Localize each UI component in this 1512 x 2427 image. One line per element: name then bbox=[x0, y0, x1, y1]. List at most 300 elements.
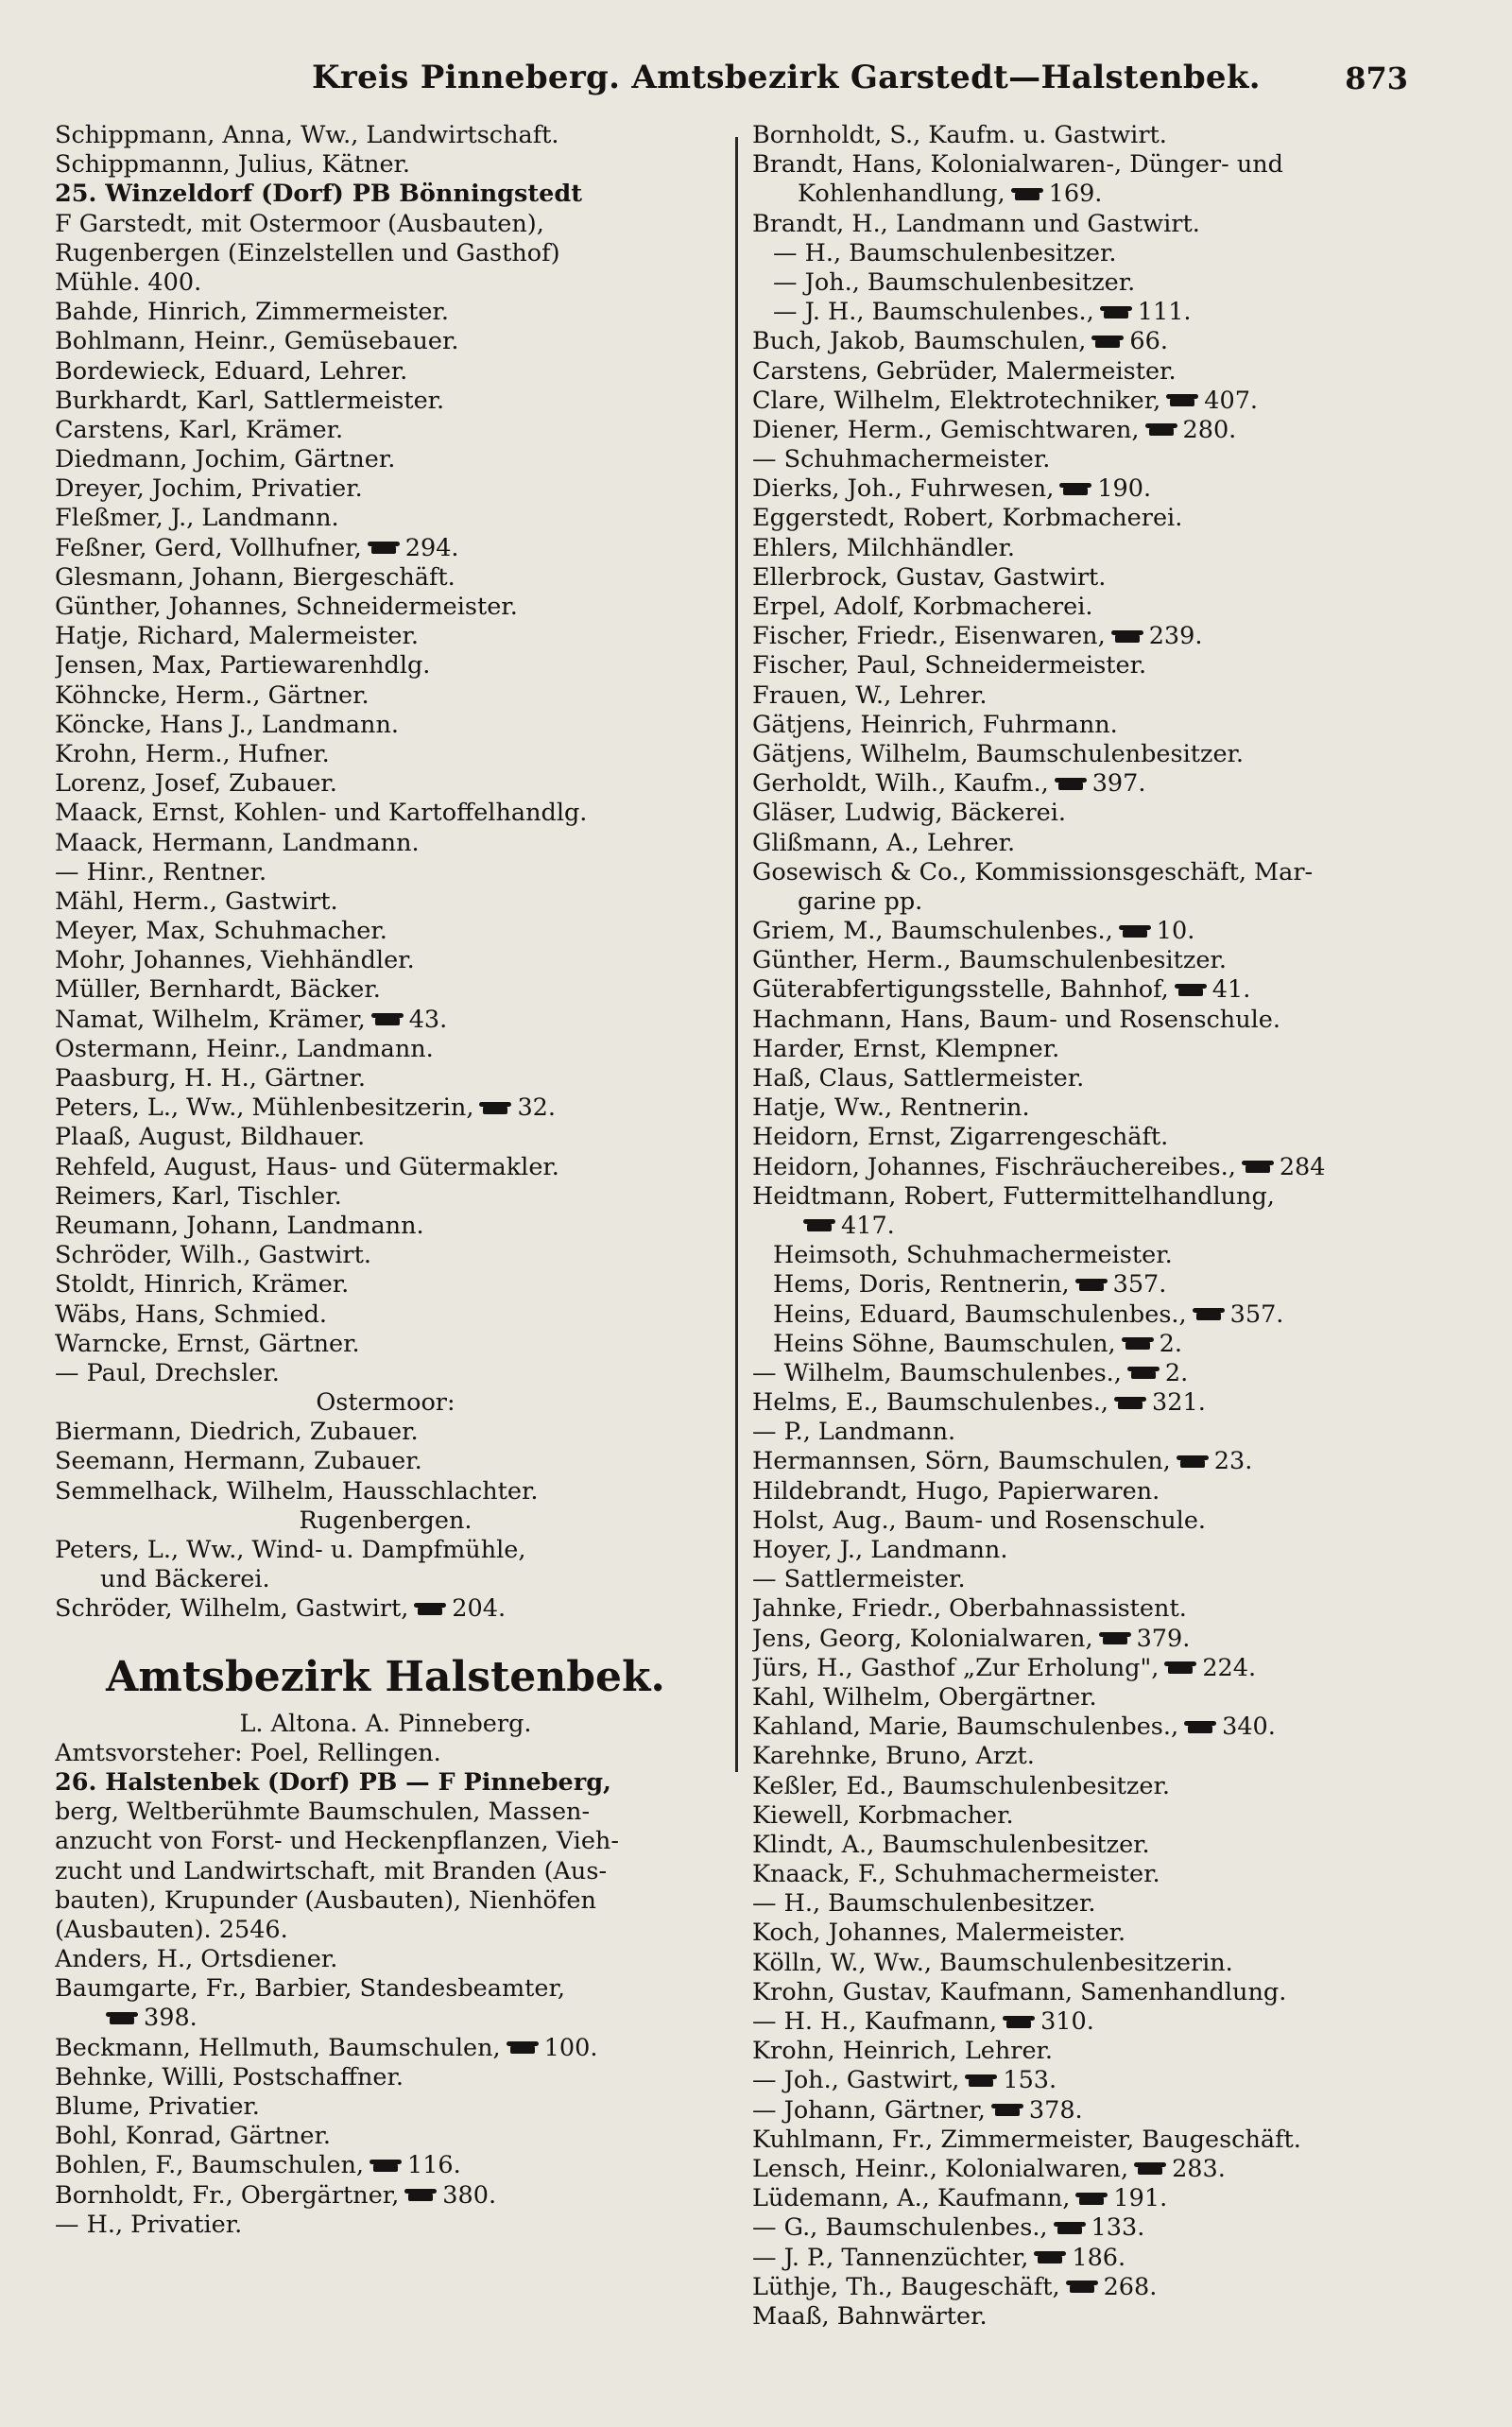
entry-text: — Joh., Gastwirt, bbox=[752, 2066, 960, 2095]
entry-text: Mähl, Herm., Gastwirt. bbox=[55, 886, 338, 916]
phone-number: 133. bbox=[1091, 2213, 1145, 2243]
phone-number: 111. bbox=[1137, 298, 1192, 327]
entry-text: Gosewisch & Co., Kommissionsgeschäft, Mar- bbox=[752, 857, 1314, 886]
directory-entry bbox=[55, 2092, 716, 2122]
directory-entry bbox=[55, 327, 716, 356]
directory-entry bbox=[55, 829, 716, 858]
directory-entry bbox=[752, 1093, 1414, 1123]
entry-text: Holst, Aug., Baum- und Rosenschule. bbox=[752, 1506, 1207, 1535]
telephone-icon bbox=[1055, 778, 1087, 792]
entry-text: Karehnke, Bruno, Arzt. bbox=[752, 1742, 1035, 1771]
entry-text: Keßler, Ed., Baumschulenbesitzer. bbox=[752, 1771, 1170, 1800]
directory-entry bbox=[752, 121, 1414, 150]
telephone-icon bbox=[1242, 1161, 1274, 1175]
entry-text: Mohr, Johannes, Viehhändler. bbox=[55, 946, 415, 975]
directory-entry bbox=[752, 1949, 1414, 1978]
directory-entry bbox=[55, 268, 716, 298]
entry-text: Diedmann, Jochim, Gärtner. bbox=[55, 445, 396, 474]
entry-text: Mühle. 400. bbox=[55, 267, 202, 297]
entry-text: Dierks, Joh., Fuhrwesen, bbox=[752, 474, 1055, 504]
entry-text: — Hinr., Rentner. bbox=[55, 857, 267, 886]
telephone-icon bbox=[1164, 1661, 1196, 1676]
entry-text: Bornholdt, Fr., Obergärtner, bbox=[55, 2180, 400, 2210]
entry-text: Bohlen, F., Baumschulen, bbox=[55, 2151, 364, 2180]
entry-text: Fischer, Friedr., Eisenwaren, bbox=[752, 622, 1106, 651]
directory-entry bbox=[752, 2244, 1414, 2273]
directory-entry bbox=[55, 1182, 716, 1212]
entry-text: Rugenbergen. bbox=[299, 1506, 472, 1535]
entry-text: (Ausbauten). 2546. bbox=[55, 1915, 288, 1944]
telephone-icon bbox=[1145, 423, 1177, 438]
directory-entry bbox=[55, 2063, 716, 2092]
directory-entry bbox=[55, 2151, 716, 2180]
phone-number: 379. bbox=[1136, 1624, 1191, 1653]
entry-text: Kölln, W., Ww., Baumschulenbesitzerin. bbox=[752, 1948, 1233, 1977]
phone-number: 239. bbox=[1148, 622, 1203, 651]
entry-text: Frauen, W., Lehrer. bbox=[752, 680, 988, 710]
entry-text: Jürs, H., Gasthof „Zur Erholung", bbox=[752, 1653, 1160, 1682]
section-heading: Amtsbezirk Halstenbek. bbox=[106, 1652, 665, 1701]
directory-entry bbox=[55, 1477, 716, 1506]
directory-entry bbox=[752, 474, 1414, 504]
entry-text: Rehfeld, August, Haus- und Gütermakler. bbox=[55, 1152, 559, 1181]
directory-entry bbox=[55, 1241, 716, 1270]
directory-entry bbox=[752, 210, 1414, 239]
entry-text: Fleßmer, J., Landmann. bbox=[55, 504, 339, 533]
directory-entry bbox=[752, 1388, 1414, 1418]
directory-entry bbox=[752, 711, 1414, 740]
directory-entry bbox=[752, 829, 1414, 858]
telephone-icon bbox=[1034, 2251, 1066, 2265]
entry-text: Gätjens, Heinrich, Fuhrmann. bbox=[752, 710, 1118, 739]
directory-entry bbox=[55, 740, 716, 769]
directory-entry bbox=[752, 2096, 1414, 2126]
directory-entry bbox=[55, 1447, 716, 1476]
directory-entry bbox=[752, 563, 1414, 593]
phone-number: 169. bbox=[1048, 180, 1103, 209]
directory-entry bbox=[55, 150, 716, 180]
entry-text: Blume, Privatier. bbox=[55, 2092, 260, 2121]
phone-number: 340. bbox=[1222, 1713, 1276, 1742]
entry-text: Brandt, Hans, Kolonialwaren-, Dünger- und bbox=[752, 150, 1284, 180]
phone-number: 280. bbox=[1182, 415, 1237, 444]
entry-text: Meyer, Max, Schuhmacher. bbox=[55, 917, 387, 946]
entry-text: und Bäckerei. bbox=[100, 1565, 270, 1594]
directory-entry bbox=[55, 1418, 716, 1447]
directory-entry bbox=[752, 1713, 1414, 1742]
entry-text: — J. P., Tannenzüchter, bbox=[752, 2243, 1029, 2272]
telephone-icon bbox=[1091, 336, 1124, 350]
entry-text: Glesmann, Johann, Biergeschäft. bbox=[55, 562, 455, 592]
entry-text: Diener, Herm., Gemischtwaren, bbox=[752, 415, 1140, 444]
directory-entry bbox=[55, 799, 716, 828]
directory-entry bbox=[55, 711, 716, 740]
directory-entry bbox=[752, 504, 1414, 533]
directory-entry bbox=[752, 1330, 1414, 1359]
directory-entry bbox=[752, 2126, 1414, 2155]
directory-entry bbox=[752, 445, 1414, 474]
entry-text: Heins Söhne, Baumschulen, bbox=[773, 1329, 1116, 1358]
phone-number: 186. bbox=[1072, 2243, 1126, 2272]
directory-entry bbox=[55, 387, 716, 416]
telephone-icon bbox=[1127, 1367, 1160, 1381]
directory-entry bbox=[55, 1916, 716, 1945]
entry-text: Kiewell, Korbmacher. bbox=[752, 1800, 1014, 1830]
entry-text: — H., Baumschulenbesitzer. bbox=[752, 1889, 1096, 1919]
entry-text: Bohl, Konrad, Gärtner. bbox=[55, 2122, 331, 2151]
phone-number: 268. bbox=[1103, 2272, 1158, 2301]
directory-entry bbox=[752, 2213, 1414, 2243]
directory-entry bbox=[752, 268, 1414, 298]
entry-text: Koch, Johannes, Malermeister. bbox=[752, 1919, 1126, 1948]
column-rule bbox=[735, 137, 738, 1772]
entry-text: — Schuhmachermeister. bbox=[752, 445, 1051, 474]
entry-text: — P., Landmann. bbox=[752, 1418, 956, 1447]
entry-text: Bohlmann, Heinr., Gemüsebauer. bbox=[55, 327, 459, 356]
directory-entry bbox=[752, 1772, 1414, 1801]
entry-text: — H. H., Kaufmann, bbox=[752, 2007, 998, 2036]
directory-entry bbox=[55, 1388, 716, 1418]
directory-entry bbox=[752, 150, 1414, 180]
entry-text: Eggerstedt, Robert, Korbmacherei. bbox=[752, 504, 1183, 533]
directory-entry bbox=[55, 1300, 716, 1330]
telephone-icon bbox=[479, 1102, 511, 1116]
directory-entry bbox=[55, 2004, 716, 2033]
directory-entry bbox=[55, 681, 716, 711]
directory-entry bbox=[752, 975, 1414, 1005]
telephone-icon bbox=[1075, 2193, 1108, 2207]
phone-number: 190. bbox=[1097, 474, 1152, 504]
directory-entry bbox=[55, 2034, 716, 2063]
entry-text: Reimers, Karl, Tischler. bbox=[55, 1181, 342, 1211]
entry-text: Peters, L., Ww., Wind- u. Dampfmühle, bbox=[55, 1536, 526, 1564]
directory-entry bbox=[55, 1798, 716, 1827]
entry-text: Rugenbergen (Einzelstellen und Gasthof) bbox=[55, 238, 560, 267]
directory-entry bbox=[55, 2122, 716, 2151]
entry-text: Biermann, Diedrich, Zubauer. bbox=[55, 1418, 419, 1447]
entry-text: Maack, Ernst, Kohlen- und Kartoffelhandlg. bbox=[55, 799, 588, 828]
entry-text: Kahl, Wilhelm, Obergärtner. bbox=[752, 1682, 1097, 1712]
directory-entry bbox=[55, 563, 716, 593]
phone-number: 2. bbox=[1159, 1329, 1182, 1358]
directory-entry bbox=[55, 887, 716, 917]
telephone-icon bbox=[1099, 1632, 1131, 1646]
entry-text: Schröder, Wilh., Gastwirt. bbox=[55, 1241, 371, 1270]
entry-text: Anders, H., Ortsdiener. bbox=[55, 1945, 338, 1974]
entry-text: Jahnke, Friedr., Oberbahnassistent. bbox=[752, 1594, 1187, 1624]
phone-number: 321. bbox=[1152, 1388, 1206, 1418]
page-number: 873 bbox=[1345, 60, 1408, 96]
phone-number: 23. bbox=[1213, 1447, 1253, 1476]
entry-text: Wäbs, Hans, Schmied. bbox=[55, 1300, 328, 1329]
directory-entry bbox=[55, 917, 716, 946]
directory-entry bbox=[55, 416, 716, 445]
entry-text: Stoldt, Hinrich, Krämer. bbox=[55, 1270, 350, 1300]
entry-text: Clare, Wilhelm, Elektrotechniker, bbox=[752, 386, 1161, 415]
phone-number: 224. bbox=[1202, 1653, 1257, 1682]
entry-text: Kuhlmann, Fr., Zimmermeister, Baugeschäft. bbox=[752, 2125, 1301, 2154]
phone-number: 41. bbox=[1211, 975, 1251, 1005]
directory-entry bbox=[752, 1831, 1414, 1860]
entry-text: Plaaß, August, Bildhauer. bbox=[55, 1123, 366, 1152]
entry-text: — H., Privatier. bbox=[55, 2210, 243, 2239]
entry-text: Günther, Herm., Baumschulenbesitzer. bbox=[752, 946, 1227, 975]
entry-text: — Wilhelm, Baumschulenbes., bbox=[752, 1358, 1122, 1387]
entry-text: Glißmann, A., Lehrer. bbox=[752, 828, 1016, 857]
entry-text: Kohlenhandlung, bbox=[798, 180, 1005, 209]
telephone-icon bbox=[369, 2160, 402, 2174]
directory-entry bbox=[752, 681, 1414, 711]
directory-entry bbox=[55, 239, 716, 268]
telephone-icon bbox=[1066, 2281, 1098, 2295]
directory-entry bbox=[55, 593, 716, 622]
entry-text: Müller, Bernhardt, Bäcker. bbox=[55, 975, 381, 1005]
directory-entry bbox=[752, 799, 1414, 828]
directory-entry bbox=[752, 2302, 1414, 2332]
entry-text: Kahland, Marie, Baumschulenbes., bbox=[752, 1713, 1179, 1742]
directory-entry bbox=[752, 1241, 1414, 1270]
entry-text: Klindt, A., Baumschulenbesitzer. bbox=[752, 1830, 1150, 1859]
telephone-icon bbox=[371, 1013, 404, 1027]
entry-text: Hildebrandt, Hugo, Papierwaren. bbox=[752, 1476, 1160, 1506]
entry-text: Lorenz, Josef, Zubauer. bbox=[55, 769, 337, 799]
telephone-icon bbox=[1175, 984, 1207, 998]
directory-entry bbox=[752, 1477, 1414, 1506]
entry-text: Lensch, Heinr., Kolonialwaren, bbox=[752, 2154, 1129, 2183]
entry-text: Gätjens, Wilhelm, Baumschulenbesitzer. bbox=[752, 739, 1245, 768]
directory-entry bbox=[55, 1710, 716, 1739]
directory-entry bbox=[752, 1801, 1414, 1831]
entry-text: Paasburg, H. H., Gärtner. bbox=[55, 1064, 366, 1093]
entry-text: Peters, L., Ww., Mühlenbesitzerin, bbox=[55, 1093, 474, 1123]
entry-text: Buch, Jakob, Baumschulen, bbox=[752, 327, 1087, 356]
entry-text: Hoyer, J., Landmann. bbox=[752, 1536, 1008, 1564]
entry-text: Günther, Johannes, Schneidermeister. bbox=[55, 593, 518, 621]
entry-text: L. Altona. A. Pinneberg. bbox=[239, 1709, 532, 1738]
directory-entry bbox=[752, 357, 1414, 387]
directory-entry bbox=[55, 1565, 716, 1594]
directory-entry bbox=[752, 1889, 1414, 1919]
directory-entry bbox=[752, 1919, 1414, 1948]
directory-entry bbox=[752, 2037, 1414, 2066]
entry-text: 26. Halstenbek (Dorf) PB — F Pinneberg, bbox=[55, 1767, 611, 1797]
telephone-icon bbox=[414, 1603, 446, 1617]
directory-entry bbox=[55, 1035, 716, 1064]
phone-number: 417. bbox=[841, 1211, 895, 1240]
directory-entry bbox=[55, 1270, 716, 1300]
directory-entry bbox=[752, 387, 1414, 416]
directory-entry bbox=[752, 2273, 1414, 2302]
directory-entry bbox=[752, 534, 1414, 563]
directory-entry bbox=[752, 740, 1414, 769]
entry-text: Heins, Eduard, Baumschulenbes., bbox=[773, 1300, 1187, 1329]
directory-entry bbox=[752, 858, 1414, 887]
directory-entry bbox=[55, 357, 716, 387]
entry-text: Hems, Doris, Rentnerin, bbox=[773, 1270, 1070, 1300]
phone-number: 100. bbox=[543, 2033, 598, 2062]
telephone-icon bbox=[1184, 1721, 1216, 1735]
entry-text: Krohn, Herm., Hufner. bbox=[55, 739, 330, 768]
telephone-icon bbox=[1166, 394, 1198, 408]
entry-text: Jensen, Max, Partiewarenhdlg. bbox=[55, 651, 431, 680]
entry-text: Semmelhack, Wilhelm, Hausschlachter. bbox=[55, 1476, 539, 1506]
entry-text: Schröder, Wilhelm, Gastwirt, bbox=[55, 1594, 409, 1624]
telephone-icon bbox=[1054, 2222, 1086, 2236]
phone-number: 116. bbox=[406, 2151, 461, 2180]
directory-entry bbox=[752, 1300, 1414, 1330]
telephone-icon bbox=[106, 2012, 138, 2026]
directory-entry bbox=[752, 887, 1414, 917]
entry-text: Harder, Ernst, Klempner. bbox=[752, 1034, 1060, 1063]
entry-text: Heidorn, Johannes, Fischräuchereibes., bbox=[752, 1152, 1236, 1181]
entry-text: — Johann, Gärtner, bbox=[752, 2095, 986, 2125]
phone-number: 2. bbox=[1164, 1358, 1189, 1387]
directory-entry bbox=[55, 1886, 716, 1916]
telephone-icon bbox=[507, 2041, 539, 2056]
entry-text: Erpel, Adolf, Korbmacherei. bbox=[752, 593, 1093, 621]
entry-text: Maack, Hermann, Landmann. bbox=[55, 828, 420, 857]
entry-text: Ehlers, Milchhändler. bbox=[752, 533, 1016, 562]
entry-text: berg, Weltberühmte Baumschulen, Massen- bbox=[55, 1798, 591, 1827]
entry-text: Lüthje, Th., Baugeschäft, bbox=[752, 2272, 1060, 2301]
directory-entry bbox=[752, 1270, 1414, 1300]
entry-text: Feßner, Gerd, Vollhufner, bbox=[55, 533, 362, 562]
directory-entry bbox=[752, 1742, 1414, 1771]
entry-text: — G., Baumschulenbes., bbox=[752, 2213, 1048, 2243]
phone-number: 10. bbox=[1156, 917, 1195, 946]
telephone-icon bbox=[803, 1219, 835, 1233]
directory-entry bbox=[752, 1035, 1414, 1064]
directory-entry bbox=[752, 1536, 1414, 1565]
entry-text: Heimsoth, Schuhmachermeister. bbox=[773, 1241, 1173, 1270]
directory-entry bbox=[752, 769, 1414, 799]
directory-entry bbox=[752, 1625, 1414, 1654]
phone-number: 43. bbox=[408, 1005, 448, 1034]
directory-entry bbox=[752, 298, 1414, 327]
directory-entry bbox=[55, 1212, 716, 1241]
directory-entry bbox=[55, 769, 716, 799]
page-title: Kreis Pinneberg. Amtsbezirk Garstedt—Halstenbek. bbox=[312, 59, 1261, 96]
directory-entry bbox=[55, 504, 716, 533]
telephone-icon bbox=[1134, 2162, 1166, 2177]
phone-number: 378. bbox=[1028, 2095, 1083, 2125]
directory-entry bbox=[752, 1860, 1414, 1889]
directory-entry bbox=[752, 327, 1414, 356]
telephone-icon bbox=[1011, 188, 1043, 202]
directory-entry bbox=[752, 239, 1414, 268]
directory-entry bbox=[55, 946, 716, 975]
entry-text: bauten), Krupunder (Ausbauten), Nienhöfen bbox=[55, 1885, 596, 1915]
directory-entry bbox=[55, 1064, 716, 1093]
entry-text: Knaack, F., Schuhmachermeister. bbox=[752, 1860, 1160, 1889]
directory-entry bbox=[55, 1594, 716, 1624]
entry-text: Fischer, Paul, Schneidermeister. bbox=[752, 651, 1147, 680]
directory-entry bbox=[752, 1447, 1414, 1476]
phone-number: 380. bbox=[442, 2180, 497, 2210]
phone-number: 397. bbox=[1091, 769, 1146, 799]
entry-text: — Joh., Baumschulenbesitzer. bbox=[773, 267, 1136, 297]
entry-text: Gerholdt, Wilh., Kaufm., bbox=[752, 769, 1049, 799]
entry-text: Ellerbrock, Gustav, Gastwirt. bbox=[752, 562, 1107, 592]
directory-entry bbox=[55, 1857, 716, 1886]
entry-text: — J. H., Baumschulenbes., bbox=[773, 298, 1094, 327]
telephone-icon bbox=[965, 2074, 997, 2089]
entry-text: — Paul, Drechsler. bbox=[55, 1358, 280, 1387]
directory-entry bbox=[752, 651, 1414, 680]
phone-number: 204. bbox=[452, 1594, 507, 1624]
directory-entry bbox=[55, 858, 716, 887]
entry-text: Bornholdt, S., Kaufm. u. Gastwirt. bbox=[752, 121, 1167, 149]
directory-entry bbox=[55, 298, 716, 327]
directory-entry bbox=[752, 1594, 1414, 1624]
directory-entry bbox=[752, 1654, 1414, 1683]
telephone-icon bbox=[1059, 483, 1091, 497]
telephone-icon bbox=[1122, 1337, 1154, 1351]
entry-text: Maaß, Bahnwärter. bbox=[752, 2301, 988, 2331]
directory-entry bbox=[752, 1565, 1414, 1594]
directory-entry bbox=[55, 210, 716, 239]
phone-number: 191. bbox=[1113, 2184, 1168, 2213]
entry-text: Krohn, Gustav, Kaufmann, Samenhandlung. bbox=[752, 1977, 1287, 2006]
entry-text: — H., Baumschulenbesitzer. bbox=[773, 238, 1117, 267]
entry-text: Brandt, H., Landmann und Gastwirt. bbox=[752, 209, 1200, 238]
directory-entry bbox=[752, 2184, 1414, 2213]
entry-text: Lüdemann, A., Kaufmann, bbox=[752, 2184, 1071, 2213]
phone-number: 407. bbox=[1204, 386, 1259, 415]
entry-text: Ostermann, Heinr., Landmann. bbox=[55, 1034, 434, 1063]
entry-text: Hermannsen, Sörn, Baumschulen, bbox=[752, 1447, 1171, 1476]
entry-text: Ostermoor: bbox=[316, 1388, 455, 1418]
telephone-icon bbox=[1075, 1279, 1108, 1293]
entry-text: Haß, Claus, Sattlermeister. bbox=[752, 1064, 1085, 1093]
directory-entry bbox=[752, 1359, 1414, 1388]
entry-text: Griem, M., Baumschulenbes., bbox=[752, 917, 1113, 946]
directory-entry bbox=[55, 1536, 716, 1565]
telephone-icon bbox=[1003, 2016, 1035, 2030]
entry-text: Güterabfertigungsstelle, Bahnhof, bbox=[752, 975, 1169, 1005]
entry-text: Carstens, Karl, Krämer. bbox=[55, 415, 344, 444]
entry-text: Schippmannn, Julius, Kätner. bbox=[55, 150, 411, 180]
entry-text: Behnke, Willi, Postschaffner. bbox=[55, 2062, 404, 2091]
directory-entry bbox=[752, 2066, 1414, 2095]
directory-entry bbox=[55, 2211, 716, 2240]
directory-entry bbox=[752, 1182, 1414, 1212]
directory-entry bbox=[55, 975, 716, 1005]
directory-entry bbox=[752, 1978, 1414, 2007]
directory-entry bbox=[55, 1739, 716, 1768]
phone-number: 283. bbox=[1172, 2154, 1226, 2183]
right-column bbox=[752, 121, 1414, 2332]
directory-entry bbox=[752, 622, 1414, 651]
telephone-icon bbox=[1114, 1397, 1146, 1411]
directory-entry bbox=[752, 1064, 1414, 1093]
left-column bbox=[55, 121, 716, 2240]
directory-entry bbox=[55, 1827, 716, 1856]
directory-entry bbox=[752, 1506, 1414, 1536]
directory-entry bbox=[55, 1768, 716, 1798]
directory-entry bbox=[55, 1123, 716, 1152]
entry-text: Amtsvorsteher: Poel, Rellingen. bbox=[55, 1738, 441, 1767]
phone-number: 398. bbox=[144, 2004, 198, 2033]
directory-entry bbox=[55, 1330, 716, 1359]
phone-number: 294. bbox=[404, 533, 459, 562]
directory-entry bbox=[55, 180, 716, 209]
directory-entry bbox=[752, 2007, 1414, 2037]
phone-number: 284 bbox=[1279, 1152, 1326, 1181]
entry-text: Namat, Wilhelm, Krämer, bbox=[55, 1005, 366, 1034]
directory-entry bbox=[55, 1093, 716, 1123]
telephone-icon bbox=[404, 2189, 437, 2203]
